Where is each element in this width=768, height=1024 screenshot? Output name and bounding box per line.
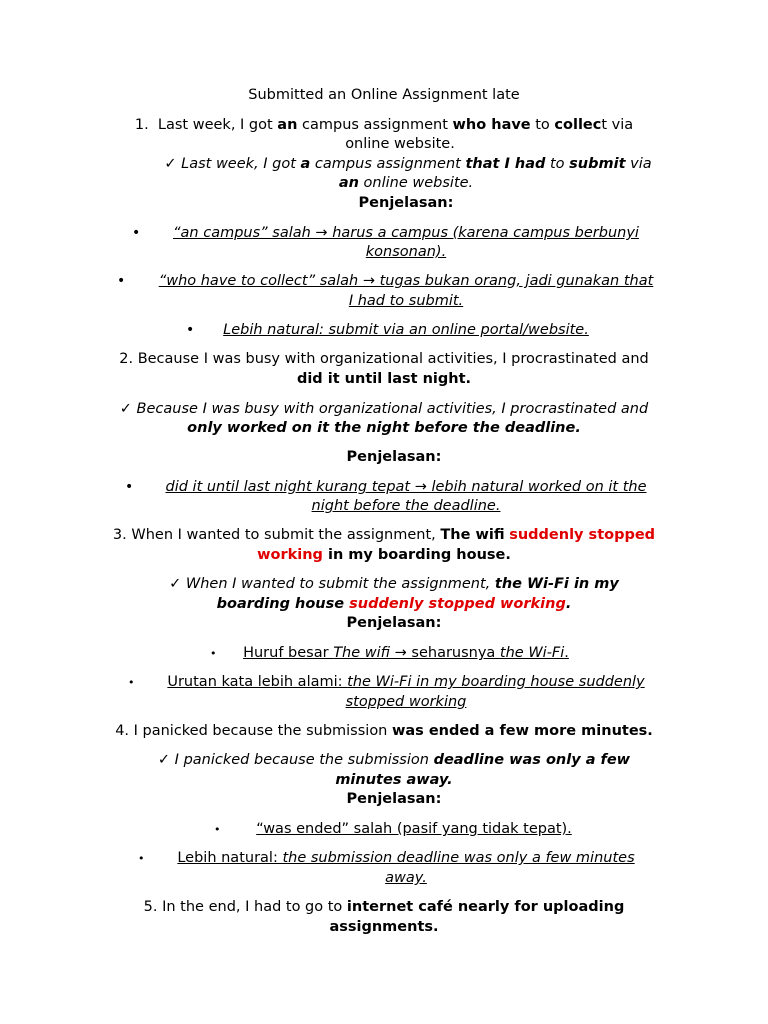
sentence-1-original: 1. Last week, I got an campus assignment who have to collect via [134, 117, 634, 133]
explanation-1-2: “who have to collect” salah → tugas bukan orang, jadi gunakan that [158, 273, 654, 289]
penjelasan-heading-3: Penjelasan: [346, 615, 442, 631]
document-title: Submitted an Online Assignment late [248, 87, 520, 103]
sentence-1-corrected-cont: an online website. [338, 175, 474, 191]
explanation-4-2-cont: away. [385, 870, 427, 886]
sentence-4-original: 4. I panicked because the submission was ended a few more minutes. [115, 723, 653, 739]
explanation-1-1-cont: konsonan). [365, 244, 447, 260]
sentence-3-corrected: ✓ When I wanted to submit the assignment, the Wi-Fi in my [169, 576, 619, 592]
bullet-icon: • [186, 322, 195, 338]
penjelasan-heading-4: Penjelasan: [346, 791, 442, 807]
bullet-icon: • [132, 225, 141, 241]
sentence-2-original: 2. Because I was busy with organizational activities, I procrastinated and [119, 351, 649, 367]
sentence-3-original-cont: working in my boarding house. [257, 547, 511, 563]
sentence-1-corrected: ✓ Last week, I got a campus assignment that I had to submit via [164, 156, 652, 172]
check-icon: ✓ [157, 752, 171, 768]
penjelasan-heading-2: Penjelasan: [346, 449, 442, 465]
bullet-icon: • [117, 273, 126, 289]
explanation-2-1-cont: night before the deadline. [311, 498, 501, 514]
check-icon: ✓ [164, 156, 177, 172]
sentence-2-original-cont: did it until last night. [296, 371, 472, 387]
explanation-3-1: Huruf besar The wifi → seharusnya the Wi-Fi. [243, 645, 569, 661]
sentence-3-original: 3. When I wanted to submit the assignment, The wifi suddenly stopped [112, 527, 656, 543]
sentence-4-corrected-cont: minutes away. [335, 772, 453, 788]
check-icon: ✓ [119, 401, 132, 417]
sentence-4-corrected: ✓ I panicked because the submission deadline was only a few [157, 752, 631, 768]
explanation-1-2-cont: I had to submit. [348, 293, 464, 309]
sentence-5-original: 5. In the end, I had to go to internet café nearly for uploading [143, 899, 625, 915]
sentence-1-original-cont: online website. [345, 136, 455, 152]
sentence-5-original-cont: assignments. [329, 919, 439, 935]
sentence-3-corrected-cont: boarding house suddenly stopped working. [216, 596, 572, 612]
bullet-icon: • [125, 479, 134, 495]
explanation-2-1: did it until last night kurang tepat → lebih natural worked on it the [165, 479, 647, 495]
explanation-4-2: Lebih natural: the submission deadline was only a few minutes [177, 850, 635, 866]
explanation-4-1: “was ended” salah (pasif yang tidak tepat). [256, 821, 572, 837]
sentence-2-corrected: ✓ Because I was busy with organizational activities, I procrastinated and [119, 401, 649, 417]
bullet-icon: • [214, 823, 221, 836]
explanation-1-3: Lebih natural: submit via an online portal/website. [223, 322, 589, 338]
sentence-2-corrected-cont: only worked on it the night before the deadline. [187, 420, 581, 436]
explanation-3-2: Urutan kata lebih alami: the Wi-Fi in my boarding house suddenly [167, 674, 645, 690]
explanation-1-1: “an campus” salah → harus a campus (karena campus berbunyi [173, 225, 639, 241]
bullet-icon: • [210, 647, 217, 660]
explanation-3-2-cont: stopped working [345, 694, 467, 710]
penjelasan-heading-1: Penjelasan: [358, 195, 454, 211]
bullet-icon: • [128, 676, 135, 689]
bullet-icon: • [138, 852, 145, 865]
check-icon: ✓ [169, 576, 182, 592]
